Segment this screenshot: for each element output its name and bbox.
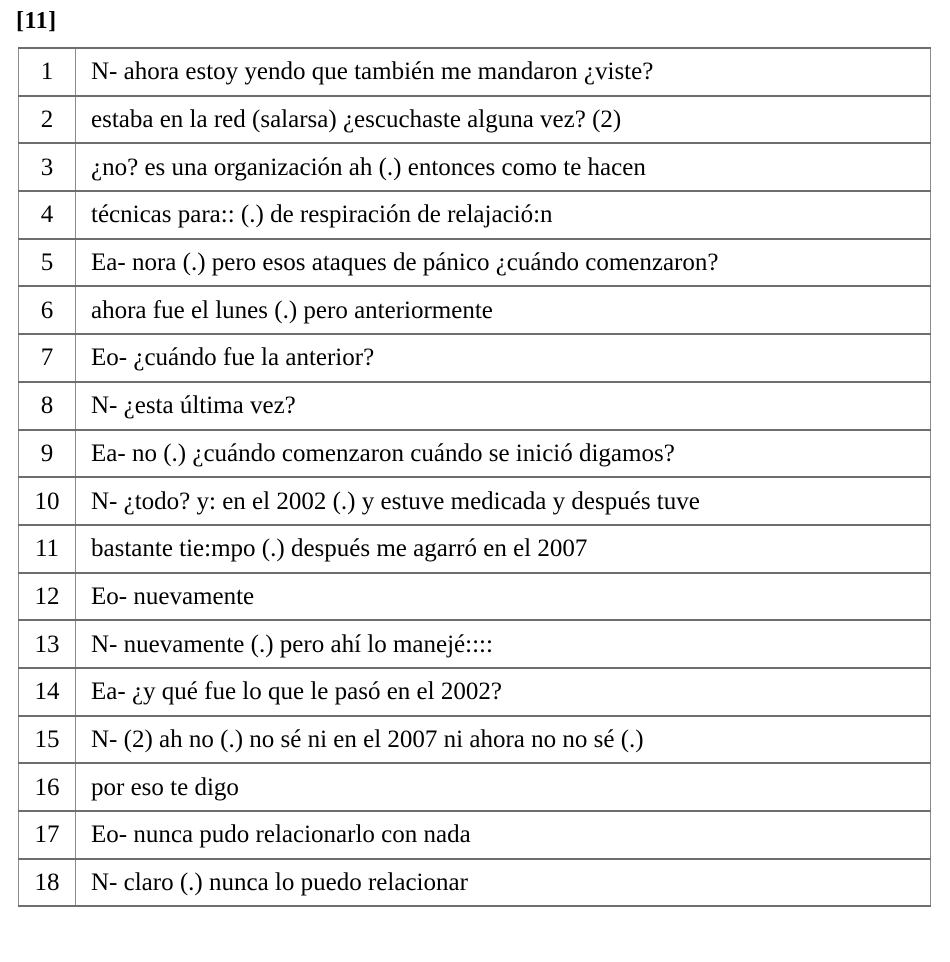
table-row [19,96,931,144]
table-row [19,620,931,668]
line-number-cell: 17 [19,811,76,859]
table-row [19,477,931,525]
transcript-text-cell: Eo- nuevamente [76,573,931,621]
transcript-table-body [19,48,931,906]
table-row [19,48,931,96]
line-number-cell: 2 [19,96,76,144]
line-number-cell: 9 [19,430,76,478]
transcript-text-cell: N- (2) ah no (.) no sé ni en el 2007 ni ahora no no sé (.) [76,716,931,764]
transcript-text-cell: N- nuevamente (.) pero ahí lo manejé:::: [76,620,931,668]
transcript-text-cell: Ea- ¿y qué fue lo que le pasó en el 2002? [76,668,931,716]
line-number-cell: 6 [19,286,76,334]
line-number-cell: 5 [19,239,76,287]
table-row [19,525,931,573]
transcript-text-cell: N- claro (.) nunca lo puedo relacionar [76,859,931,907]
transcript-text-cell: bastante tie:mpo (.) después me agarró en el 2007 [76,525,931,573]
line-number-cell: 8 [19,382,76,430]
line-number-cell: 15 [19,716,76,764]
line-number-cell: 3 [19,143,76,191]
line-number-cell: 18 [19,859,76,907]
table-row [19,763,931,811]
table-row [19,191,931,239]
line-number-cell: 7 [19,334,76,382]
line-number-cell: 12 [19,573,76,621]
transcript-text-cell: ahora fue el lunes (.) pero anteriormente [76,286,931,334]
transcript-text-cell: por eso te digo [76,763,931,811]
table-row [19,668,931,716]
transcript-text-cell: Eo- nunca pudo relacionarlo con nada [76,811,931,859]
transcript-table [18,47,931,907]
line-number-cell: 14 [19,668,76,716]
table-row [19,286,931,334]
example-number-label [16,6,57,36]
table-row [19,573,931,621]
table-row [19,143,931,191]
transcript-text-cell: estaba en la red (salarsa) ¿escuchaste alguna vez? (2) [76,96,931,144]
table-row [19,811,931,859]
transcript-text-cell: ¿no? es una organización ah (.) entonces como te hacen [76,143,931,191]
transcript-text-cell: técnicas para:: (.) de respiración de relajació:n [76,191,931,239]
line-number-cell: 10 [19,477,76,525]
line-number-cell: 4 [19,191,76,239]
line-number-cell: 16 [19,763,76,811]
transcript-text-cell: N- ahora estoy yendo que también me mandaron ¿viste? [76,48,931,96]
table-row [19,716,931,764]
table-row [19,382,931,430]
table-row [19,859,931,907]
transcript-text-cell: N- ¿todo? y: en el 2002 (.) y estuve medicada y después tuve [76,477,931,525]
table-row [19,430,931,478]
table-row [19,239,931,287]
line-number-cell: 13 [19,620,76,668]
line-number-cell: 11 [19,525,76,573]
table-row [19,334,931,382]
transcript-text-cell: N- ¿esta última vez? [76,382,931,430]
transcript-text-cell: Ea- nora (.) pero esos ataques de pánico ¿cuándo comenzaron? [76,239,931,287]
transcript-text-cell: Eo- ¿cuándo fue la anterior? [76,334,931,382]
example-label-text: [11] [16,8,57,34]
line-number-cell: 1 [19,48,76,96]
transcript-text-cell: Ea- no (.) ¿cuándo comenzaron cuándo se inició digamos? [76,430,931,478]
